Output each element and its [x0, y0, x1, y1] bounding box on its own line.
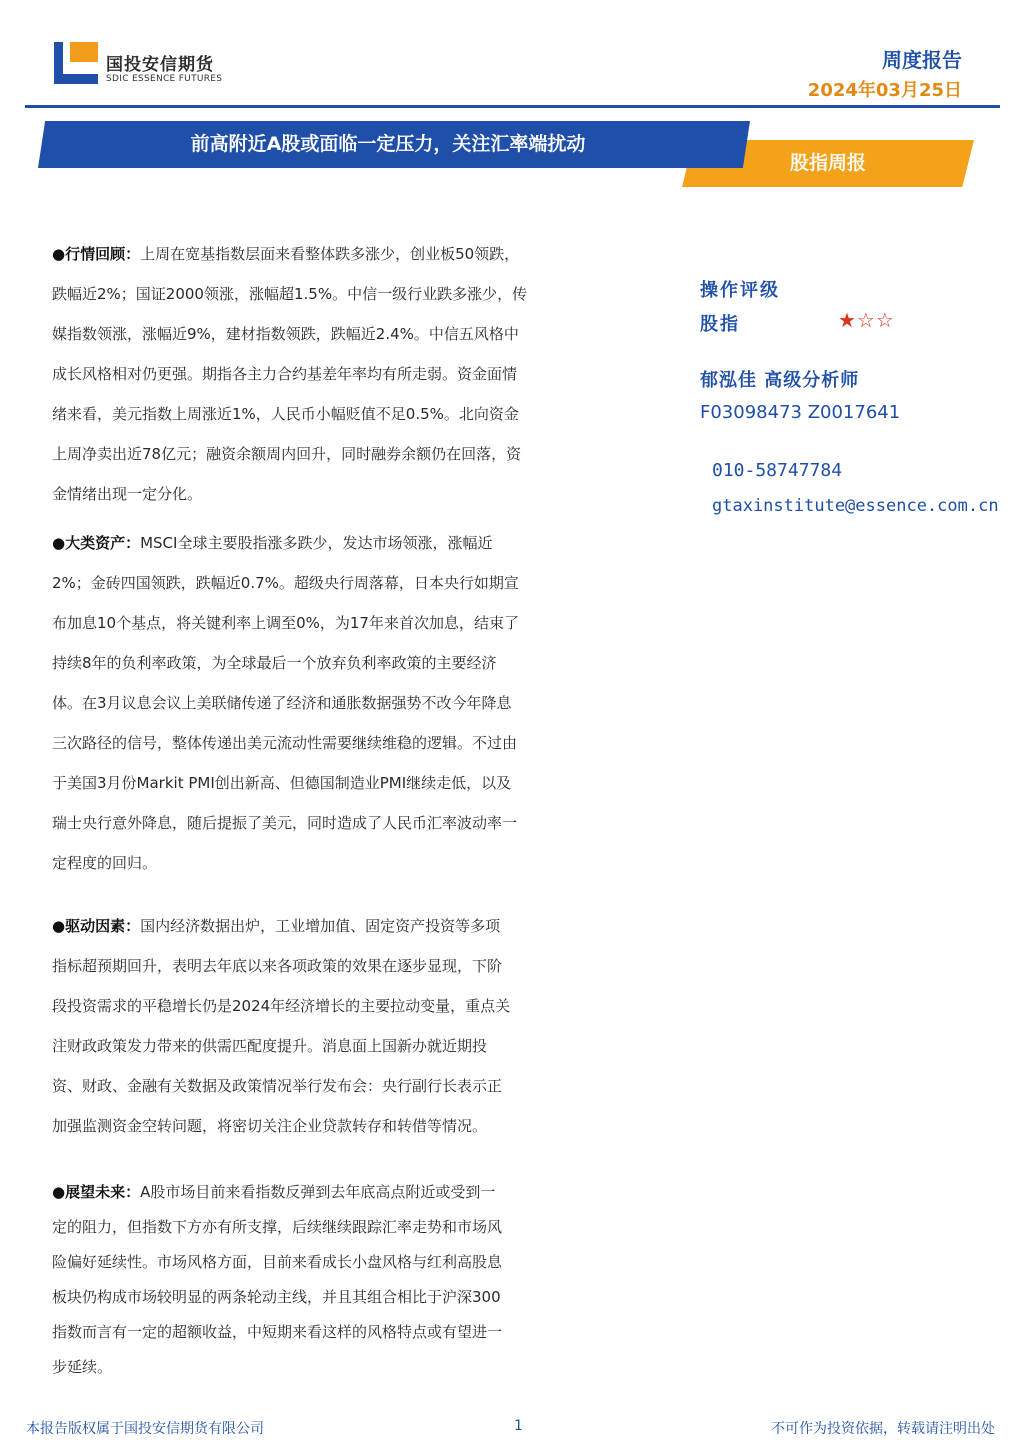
brand-name-en: SDIC ESSENCE FUTURES	[106, 74, 223, 84]
footer-disclaimer: 不可作为投资依据，转载请注明出处	[771, 1421, 995, 1437]
company-logo-icon	[54, 42, 98, 84]
section-market-review	[52, 234, 604, 514]
section-line: 媒指数领涨，涨幅近9%，建材指数领跌，跌幅近2.4%。中信五风格中	[52, 325, 519, 343]
section-line: 板块仍构成市场较明显的两条轮动主线，并且其组合相比于沪深300	[52, 1288, 501, 1306]
header-divider	[25, 105, 1000, 108]
section-line: 于美国3月份Markit PMI创出新高、但德国制造业PMI继续走低，以及	[52, 774, 512, 792]
contact-email[interactable]: gtaxinstitute@essence.com.cn	[712, 496, 999, 516]
section-line: 注财政政策发力带来的供需匹配度提升。消息面上国新办就近期投	[52, 1037, 488, 1055]
analyst-name: 郁泓佳 高级分析师	[700, 370, 860, 391]
section-heading: ●展望未来：	[52, 1183, 141, 1201]
section-line: 持续8年的负利率政策，为全球最后一个放弃负利率政策的主要经济	[52, 654, 497, 672]
rating-stars-icon: ★☆☆	[838, 308, 895, 332]
section-line: MSCI全球主要股指涨多跌少，发达市场领涨，涨幅近	[140, 534, 493, 552]
section-line: 上周净卖出近78亿元；融资余额周内回升，同时融券余额仍在回落，资	[52, 445, 522, 463]
section-line: 指数而言有一定的超额收益，中短期来看这样的风格特点或有望进一	[52, 1323, 503, 1341]
section-line: 体。在3月议息会议上美联储传递了经济和通胀数据强势不改今年降息	[52, 694, 512, 712]
section-line: 布加息10个基点，将关键利率上调至0%，为17年来首次加息，结束了	[52, 614, 519, 632]
section-line: 段投资需求的平稳增长仍是2024年经济增长的主要拉动变量，重点关	[52, 997, 511, 1015]
section-line: 险偏好延续性。市场风格方面，目前来看成长小盘风格与红利高股息	[52, 1253, 503, 1271]
section-line: 成长风格相对仍更强。期指各主力合约基差年率均有所走弱。资金面情	[52, 365, 518, 383]
page-number: 1	[514, 1418, 523, 1434]
section-asset-classes	[52, 523, 604, 883]
section-line: 资、财政、金融有关数据及政策情况举行发布会：央行副行长表示正	[52, 1077, 503, 1095]
section-outlook	[52, 1175, 604, 1385]
section-line: 跌幅近2%；国证2000领涨，涨幅超1.5%。中信一级行业跌多涨少，传	[52, 285, 528, 303]
footer-copyright: 本报告版权属于国投安信期货有限公司	[26, 1421, 264, 1437]
section-line: 定的阻力，但指数下方亦有所支撑，后续继续跟踪汇率走势和市场风	[52, 1218, 503, 1236]
report-date: 2024年03月25日	[807, 80, 962, 101]
section-line: 2%；金砖四国领跌，跌幅近0.7%。超级央行周落幕，日本央行如期宣	[52, 574, 519, 592]
section-line: 金情绪出现一定分化。	[52, 485, 203, 503]
section-line: 指标超预期回升，表明去年底以来各项政策的效果在逐步显现，下阶	[52, 957, 503, 975]
section-heading: ●驱动因素：	[52, 917, 141, 935]
rating-title: 操作评级	[700, 280, 780, 301]
section-line: 三次路径的信号，整体传递出美元流动性需要继续维稳的逻辑。不过由	[52, 734, 518, 752]
report-category-tag: 股指周报	[789, 152, 866, 174]
analyst-license-codes: F03098473 Z0017641	[700, 402, 901, 423]
contact-phone: 010-58747784	[712, 460, 843, 481]
section-drivers	[52, 906, 604, 1146]
section-line: 步延续。	[52, 1358, 113, 1376]
section-heading: ●行情回顾：	[52, 245, 141, 263]
section-heading: ●大类资产：	[52, 534, 141, 552]
section-line: 国内经济数据出炉，工业增加值、固定资产投资等多项	[140, 917, 501, 935]
brand-name-cn: 国投安信期货	[106, 55, 214, 75]
report-title: 前高附近A股或面临一定压力，关注汇率端扰动	[190, 133, 586, 155]
section-line: 瑞士央行意外降息，随后提振了美元，同时造成了人民币汇率波动率一	[52, 814, 518, 832]
section-line: A股市场目前来看指数反弹到去年底高点附近或受到一	[140, 1183, 496, 1201]
section-line: 定程度的回归。	[52, 854, 158, 872]
section-line: 绪来看，美元指数上周涨近1%，人民币小幅贬值不足0.5%。北向资金	[52, 405, 519, 423]
section-line: 加强监测资金空转问题，将密切关注企业贷款转存和转借等情况。	[52, 1117, 488, 1135]
section-line: 上周在宽基指数层面来看整体跌多涨少，创业板50领跌，	[140, 245, 520, 263]
report-type: 周度报告	[882, 48, 962, 72]
rating-label: 股指	[700, 314, 740, 335]
